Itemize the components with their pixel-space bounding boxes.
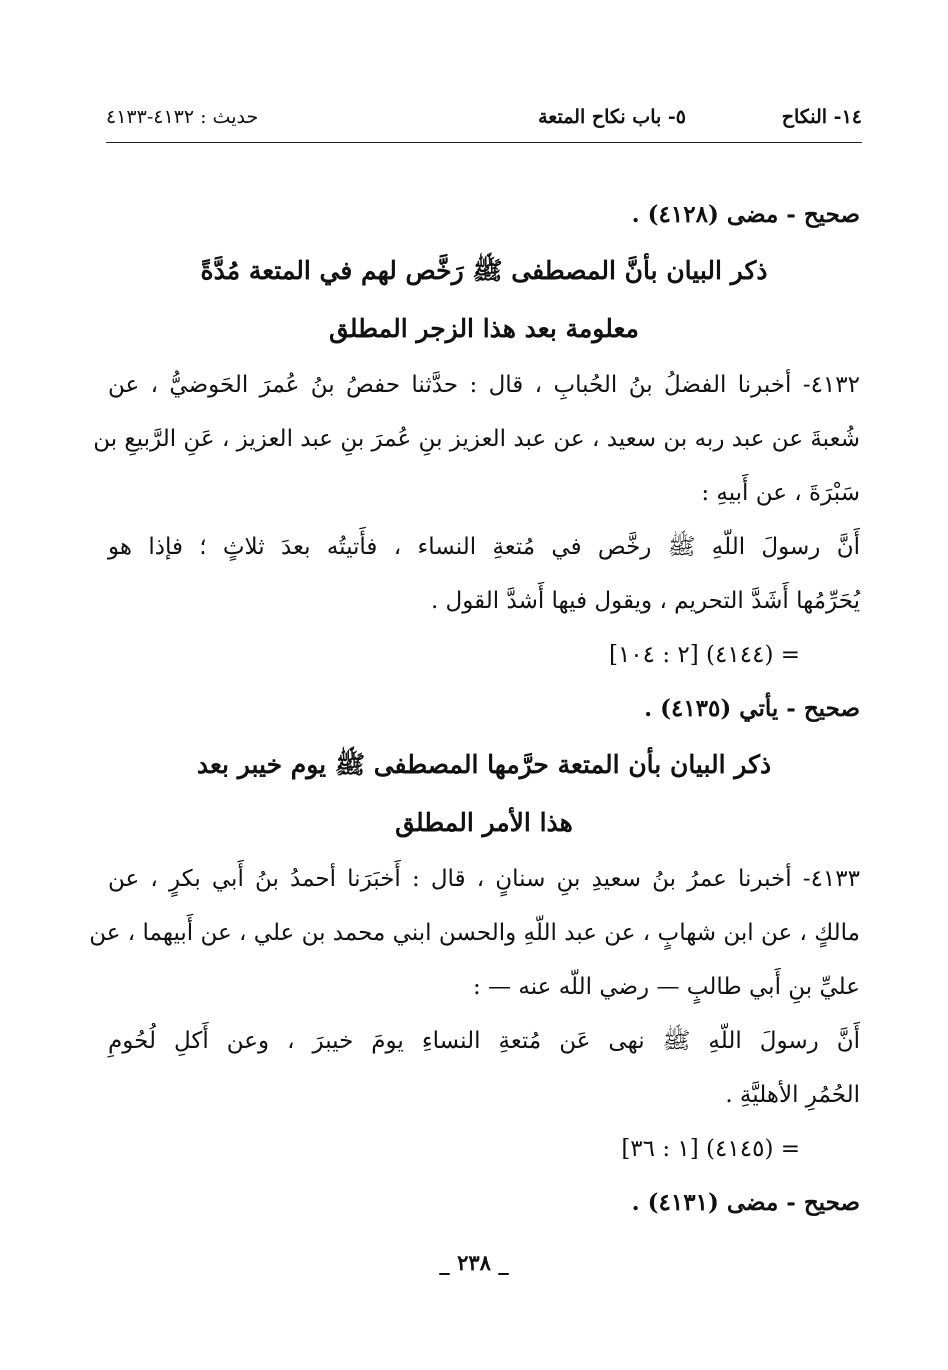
grade-note: صحيح - يأتي (٤١٣٥) . [644,695,860,722]
chapter-title: ١٤- النكاح [781,106,862,128]
isnad-line: عليِّ بنِ أَبي طالبٍ — رضي اللّه عنه — : [473,974,860,1000]
section-heading: معلومة بعد هذا الزجر المطلق [329,314,639,343]
page-content [89,188,860,1230]
running-header [106,96,862,143]
hadith-4133 [89,852,860,1230]
grade-note: صحيح - مضى (٤١٢٨) . [631,201,860,228]
section-heading: هذا الأمر المطلق [395,808,573,837]
cross-reference: = (٤١٤٤) [٢ : ١٠٤] [608,642,800,668]
page-number: _ ٢٣٨ _ [439,1250,509,1275]
matn-line: أَنَّ رسولَ اللّهِ ﷺ نهى عَن مُتعةِ النساءِ يومَ خيبرَ ، وعن أَكلِ لُحُومِ [108,1028,860,1054]
section-heading: ذكر البيان بأنَّ المصطفى ﷺ رَخَّص لهم في المتعة مُدَّةً [200,256,768,285]
matn-line: يُحَرِّمُها أَشَدَّ التحريم ، ويقول فيها أَشدَّ القول . [430,588,860,614]
cross-reference: = (٤١٤٥) [١ : ٣٦] [621,1136,800,1162]
hadith-4132 [93,358,860,736]
hadith-range: حديث : ٤١٣٢-٤١٣٣ [106,106,259,128]
isnad-line: مالكٍ ، عن ابن شهابٍ ، عن عبد اللّهِ والحسن ابني محمد بن علي ، عن أَبيهما ، عن [89,920,860,946]
isnad-line: شُعبةَ عن عبد ربه بن سعيد ، عن عبد العزيز بنِ عُمرَ بنِ عبد العزيز ، عَنِ الرَّبيعِ بن [93,426,860,452]
matn-line: أَنَّ رسولَ اللّهِ ﷺ رخَّص في مُتعةِ النساء ، فأَتيتُه بعدَ ثلاثٍ ؛ فإذا هو [108,534,860,560]
isnad-line: ٤١٣٣- أخبرنا عمرُ بنُ سعيدِ بنِ سنانٍ ، قال : أَخبَرَنا أحمدُ بنُ أَبي بكرٍ ، عن [108,866,860,892]
section-title: ٥- باب نكاح المتعة [538,106,686,128]
isnad-line: ٤١٣٢- أخبرنا الفضلُ بنُ الحُبابِ ، قال : حدَّثنا حفصُ بنُ عُمرَ الحَوضيُّ ، عن [108,372,860,398]
section-heading: ذكر البيان بأن المتعة حرَّمها المصطفى ﷺ يوم خيبر بعد [196,750,772,779]
isnad-line: سَبْرَةَ ، عن أَبيهِ : [701,480,860,506]
matn-line: الحُمُرِ الأهليَّةِ . [725,1082,860,1108]
grade-note: صحيح - مضى (٤١٣١) . [631,1189,860,1216]
